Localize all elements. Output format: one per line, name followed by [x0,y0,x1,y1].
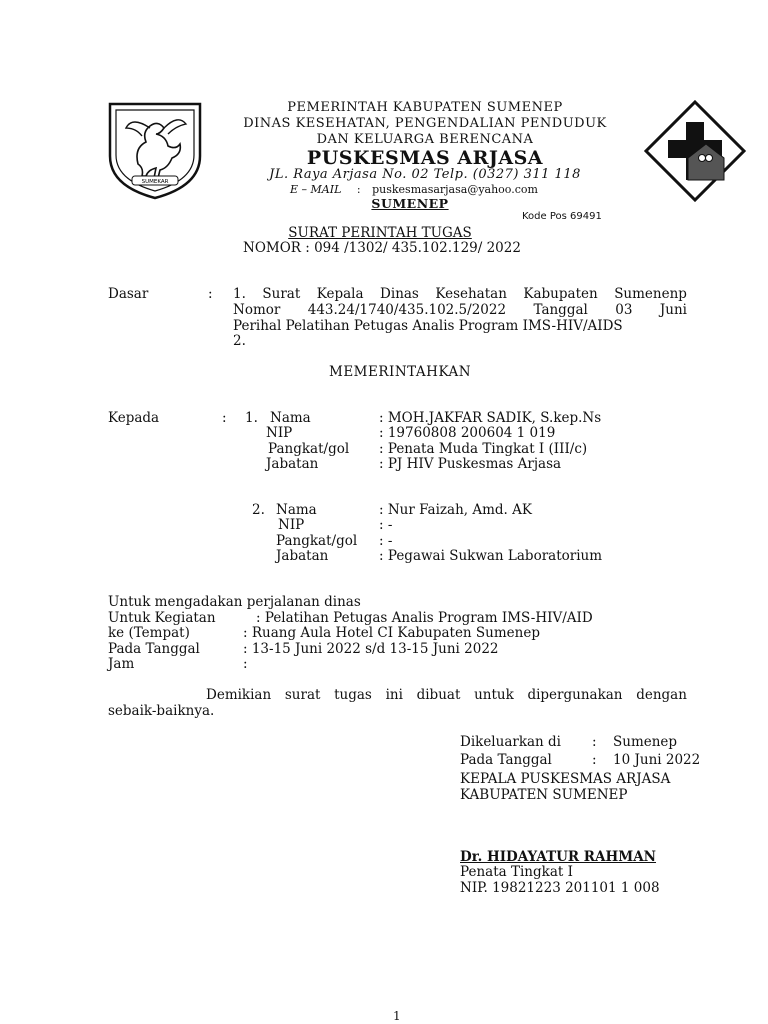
closing-word: dibuat [416,687,461,703]
organization-name: PUSKESMAS ARJASA [306,147,544,169]
signer-nip: NIP. 19821223 201101 1 008 [460,880,660,896]
email-line [290,183,538,196]
person-1-jabatan-value: : PJ HIV Puskesmas Arjasa [379,456,562,472]
closing-word: ini [385,687,403,703]
person-2-nama-value: : Nur Faizah, Amd. AK [379,502,532,518]
postal-code: Kode Pos 69491 [522,211,602,222]
person-1-nama-label: Nama [270,410,311,426]
issued-date-label: Pada Tanggal [460,752,552,768]
kabupaten-sumenep-emblem [102,98,208,202]
issued-date: 10 Juni 2022 [613,752,701,768]
person-2-nama-label: Nama [276,502,317,518]
purpose-row-label: Untuk Kegiatan [108,610,216,626]
person-2-nip-label: NIP [278,517,305,533]
closing-word: dengan [636,687,687,703]
kepada-label: Kepada [108,410,160,426]
person-1-nip-value: : 19760808 200604 1 019 [379,425,556,441]
person-2-jabatan-value: : Pegawai Sukwan Laboratorium [379,548,603,564]
closing-word: Demikian [206,687,272,703]
person-1-pangkat-label: Pangkat/gol [268,441,350,457]
dasar-line-2 [233,302,687,318]
emblem-text: SUMEKAR [141,179,169,185]
closing-line-2: sebaik-baiknya. [108,703,215,719]
purpose-row-label: Pada Tanggal [108,641,200,657]
purpose-intro: Untuk mengadakan perjalanan dinas [108,594,361,610]
person-1-nip-label: NIP [266,425,293,441]
purpose-row-value: : Pelatihan Petugas Analis Program IMS-HIV/AID [256,610,593,626]
purpose-row-value: : 13-15 Juni 2022 s/d 13-15 Juni 2022 [243,641,499,657]
closing-word: surat [284,687,321,703]
dasar-separator: : [208,286,213,302]
issued-date-separator: : [592,752,597,768]
person-1-jabatan-label: Jabatan [266,456,319,472]
email-label: E – MAIL [290,183,342,196]
dasar-word: 03 [615,302,633,318]
dasar-word: Kepala [316,286,364,302]
issued-place: Sumenep [613,734,678,750]
kepada-separator: : [222,410,227,426]
person-1-number: 1. [245,410,258,426]
email-address: puskesmasarjasa@yahoo.com [372,183,538,196]
dasar-word: Kabupaten [523,286,598,302]
dasar-label: Dasar [108,286,149,302]
issued-place-separator: : [592,734,597,750]
purpose-row-value: : [243,656,248,672]
person-1-nama-value: : MOH.JAKFAR SADIK, S.kep.Ns [379,410,602,426]
person-2-pangkat-label: Pangkat/gol [276,533,358,549]
purpose-row-value: : Ruang Aula Hotel CI Kabupaten Sumenep [243,625,540,641]
dasar-word: Sumenenp [614,286,687,302]
header-line-1: PEMERINTAH KABUPATEN SUMENEP [287,100,563,115]
header-line-3: DAN KELUARGA BERENCANA [316,132,534,147]
office-title-1: KEPALA PUSKESMAS ARJASA [460,771,671,787]
letter-number: NOMOR : 094 /1302/ 435.102.129/ 2022 [243,240,521,256]
purpose-row-label: ke (Tempat) [108,625,190,641]
email-separator: : [356,183,361,196]
city-name: SUMENEP [371,196,449,211]
person-1-pangkat-value: : Penata Muda Tingkat I (III/c) [379,441,588,457]
person-2-number: 2. [252,502,265,518]
closing-word: untuk [474,687,514,703]
puskesmas-logo [644,100,746,202]
dasar-word: Nomor [233,302,281,318]
dasar-word: Tanggal [533,302,588,318]
dasar-word: Dinas [380,286,419,302]
dasar-line-1 [233,286,687,302]
dasar-line-3: Perihal Pelatihan Petugas Analis Program IMS-HIV/AIDS [233,318,623,334]
signer-name: Dr. HIDAYATUR RAHMAN [460,849,657,865]
issued-place-label: Dikeluarkan di [460,734,561,750]
letter-title: SURAT PERINTAH TUGAS [288,225,472,241]
page-number: 1 [393,1009,401,1023]
dasar-word: 443.24/1740/435.102.5/2022 [307,302,507,318]
signer-rank: Penata Tingkat I [460,864,573,880]
closing-line-1 [206,687,687,703]
dasar-line-4: 2. [233,333,246,349]
closing-word: dipergunakan [527,687,623,703]
address: JL. Raya Arjasa No. 02 Telp. (0327) 311 118 [269,167,581,182]
header-line-2: DINAS KESEHATAN, PENGENDALIAN PENDUDUK [243,116,607,131]
dasar-item-number: 1. [233,286,246,302]
person-2-jabatan-label: Jabatan [276,548,329,564]
dasar-word: Juni [659,302,687,318]
closing-word: tugas [334,687,372,703]
person-2-pangkat-value: : - [379,533,393,549]
person-2-nip-value: : - [379,517,393,533]
command-heading: MEMERINTAHKAN [329,364,472,380]
dasar-word: Kesehatan [435,286,507,302]
office-title-2: KABUPATEN SUMENEP [460,787,628,803]
purpose-row-label: Jam [108,656,135,672]
dasar-word: Surat [262,286,301,302]
